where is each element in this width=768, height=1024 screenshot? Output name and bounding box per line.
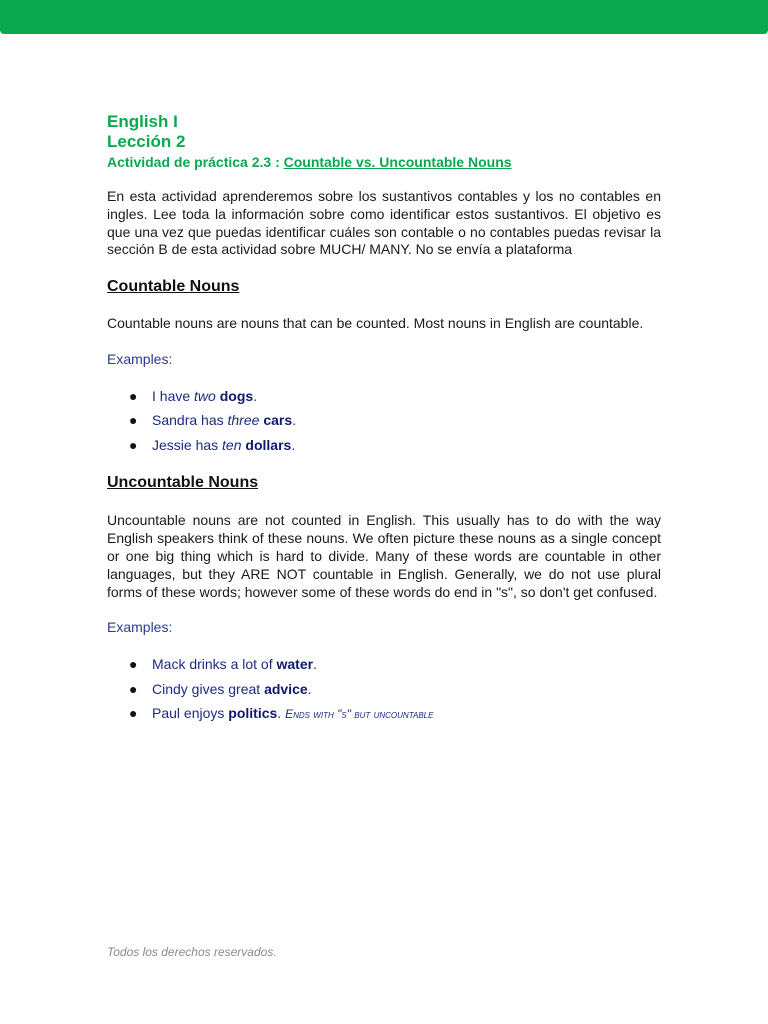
list-item: ● I have two dogs. (129, 387, 258, 404)
countable-example-list (107, 387, 661, 461)
top-header-bar (0, 0, 768, 34)
list-item: ● Jessie has ten dollars. (129, 436, 296, 453)
list-item: ● Sandra has three cars. (129, 412, 297, 429)
uncountable-description: Uncountable nouns are not counted in English. This usually has to do with the way English speakers think of these nouns. We often picture these nouns as a single concept or one big thing which is hard to divide. Many of these words are countable in other languages, but they ARE NOT countable in English. Generally, we do not use plural forms of these words; however some of these words do end in "s", so don't get confused. (107, 512, 661, 600)
bullet-icon: ● (129, 387, 138, 404)
list-item: ● Cindy gives great advice. (129, 680, 312, 697)
countable-examples-label: Examples: (107, 350, 173, 367)
footer-copyright: Todos los derechos reservados. (107, 945, 277, 959)
countable-description: Countable nouns are nouns that can be counted. Most nouns in English are countable. (107, 315, 644, 332)
bullet-icon: ● (129, 656, 138, 673)
course-title: English I (107, 112, 178, 131)
bullet-icon: ● (129, 412, 138, 429)
intro-paragraph: En esta actividad aprenderemos sobre los sustantivos contables y los no contables en ingles. Lee toda la información sobre como identificar estos sustantivos. El objetivo es que una vez que puedas identificar cuáles son contable o no contables puedas revisar la sección B de esta actividad sobre MUCH/ MANY. No se envía a plataforma (107, 188, 661, 258)
activity-title (107, 153, 661, 171)
bullet-icon: ● (129, 436, 138, 453)
activity-prefix: Actividad de práctica 2.3 : (107, 154, 284, 170)
bullet-icon: ● (129, 705, 138, 722)
uncountable-note: Ends with "s" but uncountable (285, 707, 434, 722)
list-item: ● Paul enjoys politics. Ends with "s" but uncountable (129, 705, 434, 722)
uncountable-heading: Uncountable Nouns (107, 474, 259, 492)
uncountable-examples-label: Examples: (107, 619, 173, 636)
activity-link[interactable]: Countable vs. Uncountable Nouns (283, 154, 512, 170)
uncountable-example-list (107, 655, 661, 729)
bullet-icon: ● (129, 680, 138, 697)
list-item: ● Mack drinks a lot of water. (129, 656, 317, 673)
lesson-title: Lección 2 (107, 132, 186, 151)
countable-heading: Countable Nouns (107, 278, 240, 296)
document-content (107, 112, 661, 729)
